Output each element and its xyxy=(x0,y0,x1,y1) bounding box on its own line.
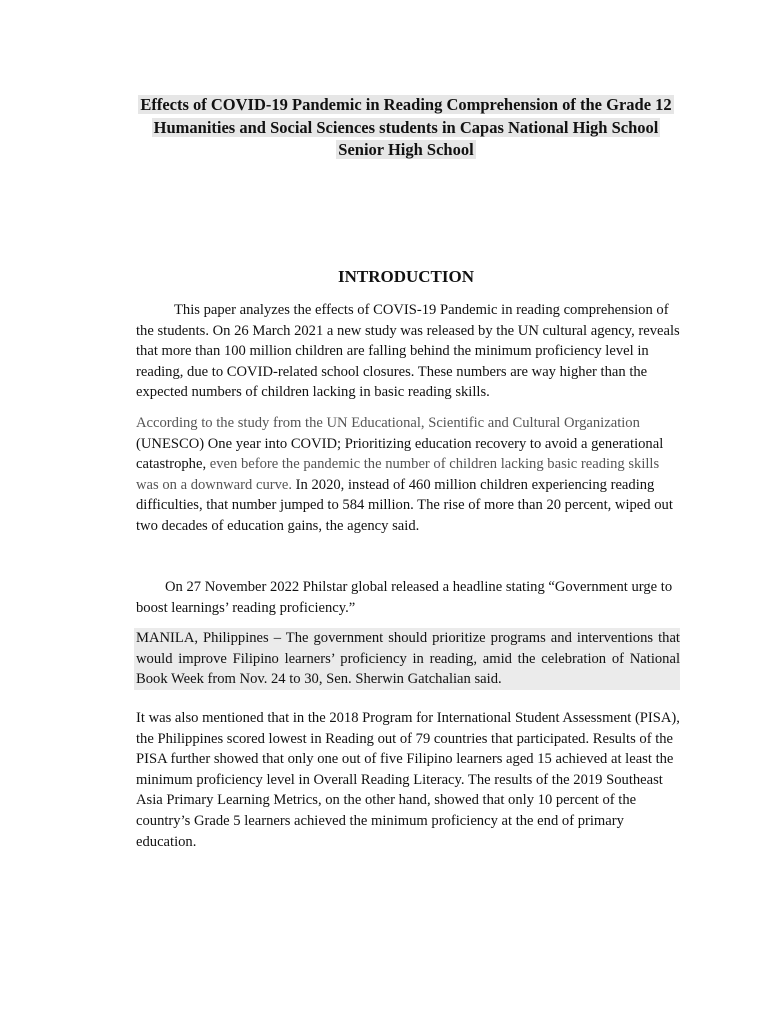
paragraph-intro: This paper analyzes the effects of COVIS-19 Pandemic in reading comprehension of the students. On 26 March 2021 a new study was released by the UN cultural agency, reveals that more than 100 million children are falling behind the minimum proficiency level in reading, due to COVID-related school closures. These numbers are way higher than the expected numbers of children lacking in basic reading skills. xyxy=(136,302,680,401)
paragraph-unesco-study-part-3: even before the pandemic the number of children lacking basic reading skills was on a downward curve. xyxy=(136,456,660,493)
document-title xyxy=(130,94,682,162)
paragraph-philstar-headline: On 27 November 2022 Philstar global released a headline stating “Government urge to boost learnings’ reading proficiency.” xyxy=(136,579,673,616)
paragraph-pisa-results: It was also mentioned that in the 2018 Program for International Student Assessment (PISA), the Philippines scored lowest in Reading out of 79 countries that participated. Results of the PISA further showed that only one out of five Filipino learners aged 15 achieved at least the minimum proficiency level in Overall Reading Literacy. The results of the 2019 Southeast Asia Primary Learning Metrics, on the other hand, showed that only 10 percent of the country’s Grade 5 learners achieved the minimum proficiency at the end of primary education. xyxy=(136,710,680,850)
quote-block-manila: MANILA, Philippines – The government should prioritize programs and interventions that would improve Filipino learners’ proficiency in reading, amid the celebration of National Book Week from Nov. 24 to 30, Sen. Sherwin Gatchalian said. xyxy=(134,628,680,690)
document-title-text: Effects of COVID-19 Pandemic in Reading Comprehension of the Grade 12 Humanities and Social Sciences students in Capas National High School Senior High School xyxy=(140,95,672,159)
section-heading-introduction: INTRODUCTION xyxy=(337,267,475,286)
paragraph-unesco-study-part-1: According to the study from the UN Educational, Scientific and Cultural Organization xyxy=(136,415,640,431)
paragraph-unesco-study-part-4: In 2020, instead of 460 million children experiencing reading difficulties, that number jumped to 584 million. The rise of more than 20 percent, wiped out two decades of education gains, the agency said. xyxy=(136,476,673,534)
paragraph-unesco-study-part-2: (UNESCO) One year into COVID; Prioritizing education recovery to avoid a generational catastrophe, xyxy=(136,435,664,473)
paragraph-unesco-study xyxy=(136,413,680,537)
